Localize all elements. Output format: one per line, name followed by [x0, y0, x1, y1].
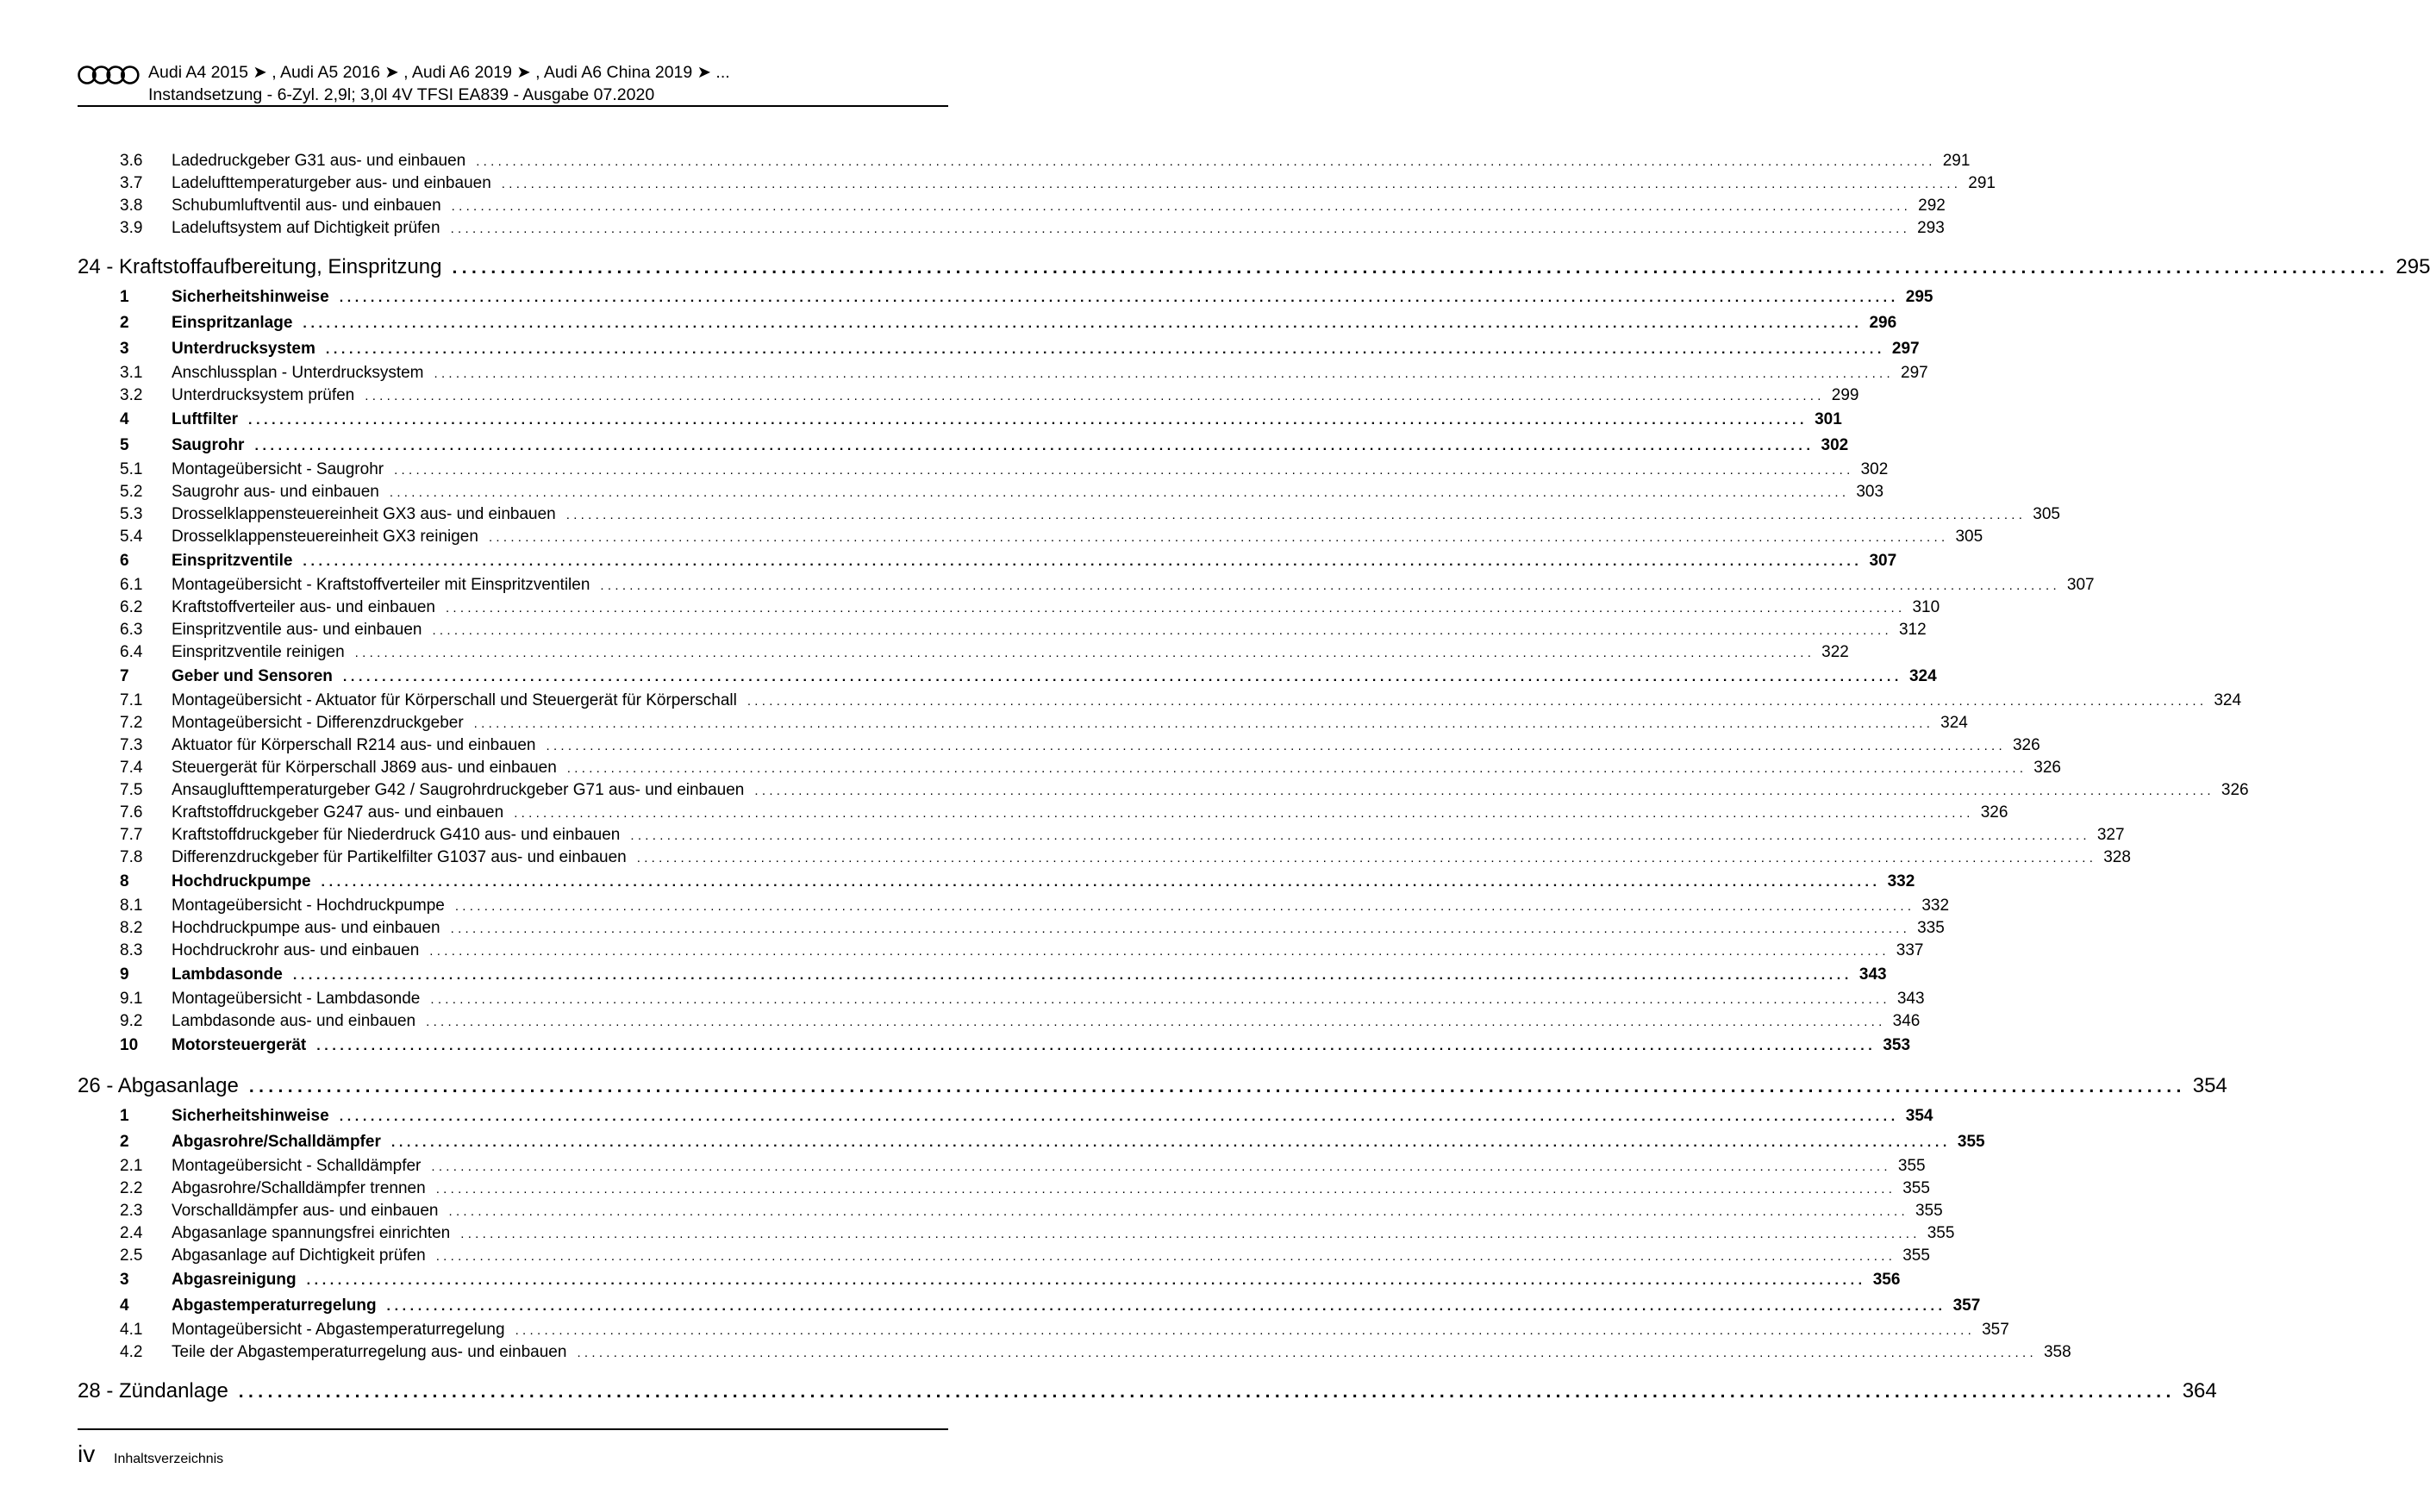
toc-entry-number: 7 [120, 667, 129, 685]
toc-entry-page: 328 [2103, 848, 2131, 866]
toc-entry-number: 2 [120, 1133, 129, 1151]
toc-dot-leader: ........................................................................................................................................................................................................ [254, 439, 1815, 453]
toc-entry-title: 28 - Zündanlage [78, 1379, 228, 1403]
toc-entry-page: 291 [1968, 174, 1996, 192]
footer-page-number: iv [78, 1440, 96, 1467]
toc-entry-title: Kraftstoffdruckgeber für Niederdruck G410 aus- und einbauen [172, 826, 621, 844]
toc-dot-leader: ........................................................................................................................................................................................................ [515, 1323, 1976, 1338]
toc-dot-leader: ........................................................................................................................................................................................................ [316, 1039, 1877, 1053]
toc-subsection[interactable] [78, 691, 2242, 714]
toc-dot-leader: ........................................................................................................................................................................................................ [448, 1204, 1908, 1219]
toc-entry-number: 8 [120, 872, 129, 890]
toc-entry-number: 4 [120, 1296, 129, 1315]
toc-dot-leader: ........................................................................................................................................................................................................ [365, 389, 1825, 403]
toc-entry-title: Sicherheitshinweise [172, 1107, 329, 1125]
toc-entry-page: 364 [2182, 1379, 2217, 1403]
toc-dot-leader: ........................................................................................................................................................................................................ [306, 1273, 1866, 1288]
toc-entry-number: 7.5 [120, 781, 143, 799]
toc-dot-leader: ........................................................................................................................................................................................................ [450, 922, 1911, 936]
toc-entry-title: Ladelufttemperaturgeber aus- und einbauen [172, 174, 491, 192]
toc-entry-page: 307 [2066, 576, 2095, 594]
toc-subsection[interactable] [78, 386, 1859, 409]
toc-entry-page: 293 [1917, 219, 1945, 237]
toc-chapter[interactable] [78, 1074, 2227, 1105]
toc-entry-page: 353 [1883, 1036, 1911, 1054]
toc-entry-title: Unterdrucksystem [172, 340, 315, 358]
toc-entry-number: 7.1 [120, 691, 143, 709]
toc-entry-title: Differenzdruckgeber für Partikelfilter G1037 aus- und einbauen [172, 848, 627, 866]
toc-dot-leader: ........................................................................................................................................................................................................ [476, 154, 1936, 169]
toc-entry-page: 337 [1896, 941, 1924, 959]
toc-entry-title: Einspritzventile [172, 552, 293, 570]
toc-entry-page: 355 [1957, 1133, 1985, 1151]
toc-entry-number: 6.2 [120, 598, 143, 616]
toc-entry-number: 2 [120, 314, 129, 332]
toc-entry-page: 295 [1905, 288, 1933, 306]
toc-subsection[interactable] [78, 483, 1884, 505]
toc-dot-leader: ........................................................................................................................................................................................................ [434, 366, 1894, 381]
toc-entry-number: 2.3 [120, 1202, 143, 1220]
toc-entry-title: Hochdruckpumpe aus- und einbauen [172, 919, 440, 937]
toc-entry-title: Sicherheitshinweise [172, 288, 329, 306]
toc-dot-leader: ........................................................................................................................................................................................................ [600, 578, 2060, 593]
toc-entry-number: 3.7 [120, 174, 143, 192]
toc-entry-title: Montageübersicht - Aktuator für Körperschall und Steuergerät für Körperschall [172, 691, 737, 709]
toc-subsection[interactable] [78, 460, 1889, 483]
toc-entry-title: Anschlussplan - Unterdrucksystem [172, 364, 424, 382]
toc-dot-leader: ........................................................................................................................................................................................................ [435, 1182, 1896, 1196]
toc-entry-page: 312 [1898, 621, 1927, 639]
toc-entry-title: Kraftstoffdruckgeber G247 aus- und einbauen [172, 803, 504, 822]
toc-subsection[interactable] [78, 505, 2060, 528]
toc-chapter[interactable] [78, 1379, 2217, 1410]
toc-section[interactable] [78, 288, 1933, 312]
toc-entry-number: 2.1 [120, 1157, 143, 1175]
toc-dot-leader: ........................................................................................................................................................................................................ [248, 413, 1808, 428]
toc-dot-leader: ........................................................................................................................................................................................................ [430, 992, 1890, 1007]
toc-entry-title: Abgasrohre/Schalldämpfer trennen [172, 1179, 426, 1197]
toc-entry-title: Hochdruckrohr aus- und einbauen [172, 941, 420, 959]
toc-entry-page: 301 [1815, 410, 1842, 428]
toc-entry-page: 299 [1831, 386, 1859, 404]
toc-dot-leader: ........................................................................................................................................................................................................ [754, 784, 2214, 798]
toc-subsection[interactable] [78, 941, 1924, 964]
toc-entry-page: 355 [1927, 1224, 1955, 1242]
toc-entry-page: 326 [2221, 781, 2249, 799]
toc-subsection[interactable] [78, 1246, 1930, 1269]
toc-entry-number: 3.8 [120, 197, 143, 215]
toc-entry-title: Hochdruckpumpe [172, 872, 311, 890]
toc-entry-number: 7.4 [120, 759, 143, 777]
toc-subsection[interactable] [78, 174, 1996, 197]
toc-subsection[interactable] [78, 643, 1849, 665]
toc-section[interactable] [78, 340, 1920, 364]
toc-entry-number: 8.3 [120, 941, 143, 959]
toc-entry-page: 324 [2214, 691, 2242, 709]
toc-section[interactable] [78, 667, 1937, 691]
toc-dot-leader: ........................................................................................................................................................................................................ [488, 530, 1949, 545]
toc-subsection[interactable] [78, 990, 1925, 1012]
toc-dot-leader: ........................................................................................................................................................................................................ [238, 1382, 2176, 1402]
toc-dot-leader: ........................................................................................................................................................................................................ [445, 601, 1906, 615]
toc-entry-number: 1 [120, 1107, 129, 1125]
toc-entry-title: Teile der Abgastemperaturregelung aus- und einbauen [172, 1343, 567, 1361]
toc-subsection[interactable] [78, 1343, 2071, 1365]
toc-subsection[interactable] [78, 219, 1945, 241]
toc-entry-title: Montageübersicht - Saugrohr [172, 460, 384, 478]
toc-entry-page: 305 [1955, 528, 1983, 546]
toc-subsection[interactable] [78, 848, 2131, 871]
toc-entry-title: 26 - Abgasanlage [78, 1074, 239, 1097]
toc-dot-leader: ........................................................................................................................................................................................................ [501, 177, 1962, 191]
toc-entry-number: 5.3 [120, 505, 143, 523]
toc-dot-leader: ........................................................................................................................................................................................................ [342, 670, 1902, 684]
toc-dot-leader: ........................................................................................................................................................................................................ [746, 694, 2208, 709]
toc-entry-number: 3.6 [120, 152, 143, 170]
toc-section[interactable] [78, 1133, 1985, 1157]
toc-entry-page: 355 [1902, 1179, 1930, 1197]
toc-entry-title: Einspritzventile aus- und einbauen [172, 621, 422, 639]
toc-dot-leader: ........................................................................................................................................................................................................ [389, 485, 1850, 500]
toc-section[interactable] [78, 872, 1915, 897]
toc-entry-number: 4.1 [120, 1321, 143, 1339]
toc-dot-leader: ........................................................................................................................................................................................................ [386, 1299, 1946, 1314]
toc-entry-page: 310 [1912, 598, 1940, 616]
toc-entry-number: 4.2 [120, 1343, 143, 1361]
toc-entry-page: 354 [2192, 1074, 2227, 1097]
toc-subsection[interactable] [78, 1157, 1926, 1179]
toc-entry-number: 6.3 [120, 621, 143, 639]
toc-dot-leader: ........................................................................................................................................................................................................ [636, 851, 2097, 865]
toc-section[interactable] [78, 552, 1897, 576]
toc-entry-title: Ansauglufttemperaturgeber G42 / Saugrohrdruckgeber G71 aus- und einbauen [172, 781, 745, 799]
toc-entry-number: 5.4 [120, 528, 143, 546]
toc-dot-leader: ........................................................................................................................................................................................................ [394, 463, 1854, 478]
toc-dot-leader: ........................................................................................................................................................................................................ [454, 899, 1915, 914]
toc-entry-title: Montageübersicht - Abgastemperaturregelung [172, 1321, 505, 1339]
toc-entry-number: 2.5 [120, 1246, 143, 1265]
toc-subsection[interactable] [78, 736, 2040, 759]
toc-entry-page: 296 [1869, 314, 1897, 332]
toc-entry-number: 3.1 [120, 364, 143, 382]
toc-dot-leader: ........................................................................................................................................................................................................ [565, 508, 2027, 522]
toc-entry-number: 6.1 [120, 576, 143, 594]
toc-entry-number: 3.9 [120, 219, 143, 237]
toc-entry-page: 326 [2033, 759, 2061, 777]
toc-entry-title: Montageübersicht - Differenzdruckgeber [172, 714, 464, 732]
toc-entry-title: Abgasanlage spannungsfrei einrichten [172, 1224, 451, 1242]
toc-subsection[interactable] [78, 1224, 1955, 1246]
toc-entry-title: Montageübersicht - Kraftstoffverteiler mit Einspritzventilen [172, 576, 590, 594]
toc-entry-title: Ladeluftsystem auf Dichtigkeit prüfen [172, 219, 440, 237]
toc-entry-title: Einspritzventile reinigen [172, 643, 345, 661]
toc-entry-number: 7.8 [120, 848, 143, 866]
toc-entry-number: 7.2 [120, 714, 143, 732]
toc-chapter[interactable] [78, 255, 2430, 286]
toc-entry-title: Montageübersicht - Hochdruckpumpe [172, 897, 445, 915]
toc-entry-page: 307 [1869, 552, 1897, 570]
toc-subsection[interactable] [78, 1202, 1943, 1224]
toc-dot-leader: ........................................................................................................................................................................................................ [325, 342, 1885, 357]
toc-dot-leader: ........................................................................................................................................................................................................ [429, 944, 1890, 959]
toc-dot-leader: ........................................................................................................................................................................................................ [431, 1159, 1891, 1174]
toc-subsection[interactable] [78, 364, 1928, 386]
toc-entry-page: 355 [1915, 1202, 1943, 1220]
footer-rule [78, 1428, 948, 1430]
toc-entry-title: Drosselklappensteuereinheit GX3 aus- und einbauen [172, 505, 556, 523]
header-manual-subtitle: Instandsetzung - 6-Zyl. 2,9l; 3,0l 4V TFSI EA839 - Ausgabe 07.2020 [148, 85, 655, 104]
toc-subsection[interactable] [78, 781, 2249, 803]
toc-dot-leader: ........................................................................................................................................................................................................ [339, 1109, 1899, 1124]
toc-dot-leader: ........................................................................................................................................................................................................ [339, 291, 1899, 305]
toc-entry-number: 5.2 [120, 483, 143, 501]
toc-entry-title: Einspritzanlage [172, 314, 293, 332]
toc-entry-title: Luftfilter [172, 410, 239, 428]
toc-subsection[interactable] [78, 1321, 2009, 1343]
toc-dot-leader: ........................................................................................................................................................................................................ [292, 968, 1852, 983]
toc-entry-page: 305 [2033, 505, 2060, 523]
toc-entry-page: 346 [1892, 1012, 1921, 1030]
toc-entry-page: 326 [1980, 803, 2008, 822]
toc-entry-number: 6 [120, 552, 129, 570]
toc-dot-leader: ........................................................................................................................................................................................................ [514, 806, 1974, 821]
toc-entry-number: 1 [120, 288, 129, 306]
toc-dot-leader: ........................................................................................................................................................................................................ [451, 199, 1912, 214]
header-rule [78, 105, 948, 107]
toc-subsection[interactable] [78, 826, 2125, 848]
toc-entry-page: 297 [1891, 340, 1920, 358]
toc-entry-page: 356 [1872, 1271, 1901, 1289]
toc-entry-number: 6.4 [120, 643, 143, 661]
toc-entry-title: Lambdasonde aus- und einbauen [172, 1012, 416, 1030]
toc-entry-page: 297 [1901, 364, 1928, 382]
toc-section[interactable] [78, 314, 1897, 338]
toc-entry-page: 295 [2396, 255, 2430, 278]
toc-subsection[interactable] [78, 919, 1945, 941]
toc-entry-title: Geber und Sensoren [172, 667, 333, 685]
toc-entry-title: Schubumluftventil aus- und einbauen [172, 197, 441, 215]
toc-entry-page: 357 [1982, 1321, 2009, 1339]
toc-subsection[interactable] [78, 576, 2095, 598]
toc-dot-leader: ........................................................................................................................................................................................................ [426, 1015, 1886, 1029]
toc-entry-page: 354 [1905, 1107, 1933, 1125]
toc-entry-page: 355 [1902, 1246, 1930, 1265]
toc-entry-title: Drosselklappensteuereinheit GX3 reinigen [172, 528, 478, 546]
toc-entry-title: Abgasanlage auf Dichtigkeit prüfen [172, 1246, 426, 1265]
toc-subsection[interactable] [78, 197, 1946, 219]
toc-section[interactable] [78, 436, 1849, 460]
toc-entry-number: 9.2 [120, 1012, 143, 1030]
toc-entry-page: 302 [1821, 436, 1849, 454]
toc-subsection[interactable] [78, 152, 1971, 174]
toc-dot-leader: ........................................................................................................................................................................................................ [354, 646, 1815, 660]
toc-entry-page: 343 [1858, 965, 1887, 984]
toc-subsection[interactable] [78, 598, 1940, 621]
toc-entry-page: 355 [1897, 1157, 1926, 1175]
toc-section[interactable] [78, 1036, 1911, 1060]
toc-entry-number: 7.7 [120, 826, 143, 844]
toc-dot-leader: ........................................................................................................................................................................................................ [566, 761, 2027, 776]
toc-section[interactable] [78, 1271, 1901, 1295]
toc-entry-number: 9 [120, 965, 129, 984]
toc-entry-title: Montageübersicht - Schalldämpfer [172, 1157, 422, 1175]
toc-entry-title: Abgasrohre/Schalldämpfer [172, 1133, 381, 1151]
toc-entry-number: 4 [120, 410, 129, 428]
toc-entry-page: 324 [1940, 714, 1968, 732]
page-header [78, 62, 948, 105]
toc-entry-title: Vorschalldämpfer aus- und einbauen [172, 1202, 439, 1220]
audi-rings-logo [78, 65, 140, 85]
toc-entry-number: 5 [120, 436, 129, 454]
toc-entry-title: Ladedruckgeber G31 aus- und einbauen [172, 152, 466, 170]
toc-section[interactable] [78, 1296, 1981, 1321]
toc-entry-title: 24 - Kraftstoffaufbereitung, Einspritzung [78, 255, 442, 278]
toc-subsection[interactable] [78, 759, 2061, 781]
toc-dot-leader: ........................................................................................................................................................................................................ [321, 875, 1881, 890]
toc-dot-leader: ........................................................................................................................................................................................................ [473, 716, 1934, 731]
toc-section[interactable] [78, 965, 1887, 990]
toc-entry-title: Kraftstoffverteiler aus- und einbauen [172, 598, 435, 616]
toc-entry-number: 3.2 [120, 386, 143, 404]
toc-entry-title: Abgasreinigung [172, 1271, 297, 1289]
toc-dot-leader: ........................................................................................................................................................................................................ [303, 316, 1863, 331]
toc-entry-title: Steuergerät für Körperschall J869 aus- und einbauen [172, 759, 557, 777]
toc-entry-page: 326 [2012, 736, 2040, 754]
toc-subsection[interactable] [78, 714, 1968, 736]
toc-dot-leader: ........................................................................................................................................................................................................ [432, 623, 1892, 638]
toc-dot-leader: ........................................................................................................................................................................................................ [303, 554, 1863, 569]
toc-section[interactable] [78, 1107, 1933, 1131]
toc-subsection[interactable] [78, 621, 1927, 643]
footer-section-label: Inhaltsverzeichnis [114, 1452, 224, 1466]
toc-dot-leader: ........................................................................................................................................................................................................ [450, 222, 1911, 236]
toc-entry-page: 357 [1952, 1296, 1981, 1315]
toc-section[interactable] [78, 410, 1842, 434]
toc-entry-page: 291 [1942, 152, 1971, 170]
toc-dot-leader: ........................................................................................................................................................................................................ [460, 1227, 1921, 1241]
toc-subsection[interactable] [78, 897, 1950, 919]
toc-dot-leader: ........................................................................................................................................................................................................ [630, 828, 2090, 843]
toc-entry-number: 2.2 [120, 1179, 143, 1197]
toc-entry-number: 2.4 [120, 1224, 143, 1242]
toc-entry-number: 5.1 [120, 460, 143, 478]
toc-entry-page: 303 [1856, 483, 1884, 501]
toc-entry-page: 324 [1908, 667, 1937, 685]
toc-subsection[interactable] [78, 1179, 1930, 1202]
toc-entry-title: Lambdasonde [172, 965, 283, 984]
toc-entry-title: Montageübersicht - Lambdasonde [172, 990, 421, 1008]
toc-entry-number: 10 [120, 1036, 139, 1054]
toc-entry-page: 292 [1918, 197, 1946, 215]
toc-entry-number: 8.2 [120, 919, 143, 937]
toc-entry-page: 335 [1917, 919, 1945, 937]
toc-entry-page: 322 [1821, 643, 1849, 661]
toc-entry-title: Saugrohr [172, 436, 245, 454]
toc-entry-title: Motorsteuergerät [172, 1036, 307, 1054]
toc-entry-title: Unterdrucksystem prüfen [172, 386, 355, 404]
toc-entry-page: 327 [2096, 826, 2125, 844]
toc-entry-page: 332 [1887, 872, 1915, 890]
header-vehicle-models: Audi A4 2015 ➤ , Audi A5 2016 ➤ , Audi A6 2019 ➤ , Audi A6 China 2019 ➤ ... [148, 63, 730, 82]
toc-dot-leader: ........................................................................................................................................................................................................ [390, 1135, 1951, 1150]
toc-entry-title: Saugrohr aus- und einbauen [172, 483, 379, 501]
toc-subsection[interactable] [78, 528, 1983, 550]
toc-dot-leader: ........................................................................................................................................................................................................ [452, 258, 2389, 278]
toc-entry-title: Aktuator für Körperschall R214 aus- und einbauen [172, 736, 536, 754]
toc-entry-number: 9.1 [120, 990, 143, 1008]
toc-entry-page: 332 [1921, 897, 1950, 915]
toc-subsection[interactable] [78, 1012, 1921, 1034]
toc-entry-page: 343 [1896, 990, 1925, 1008]
toc-entry-number: 7.6 [120, 803, 143, 822]
toc-entry-number: 3 [120, 340, 129, 358]
toc-dot-leader: ........................................................................................................................................................................................................ [577, 1346, 2037, 1360]
toc-dot-leader: ........................................................................................................................................................................................................ [435, 1249, 1896, 1264]
toc-entry-title: Abgastemperaturregelung [172, 1296, 377, 1315]
toc-dot-leader: ........................................................................................................................................................................................................ [248, 1077, 2186, 1097]
toc-entry-page: 358 [2043, 1343, 2071, 1361]
toc-subsection[interactable] [78, 803, 2008, 826]
toc-entry-page: 302 [1860, 460, 1889, 478]
toc-entry-number: 3 [120, 1271, 129, 1289]
toc-entry-number: 7.3 [120, 736, 143, 754]
toc-entry-number: 8.1 [120, 897, 143, 915]
toc-dot-leader: ........................................................................................................................................................................................................ [546, 739, 2006, 753]
